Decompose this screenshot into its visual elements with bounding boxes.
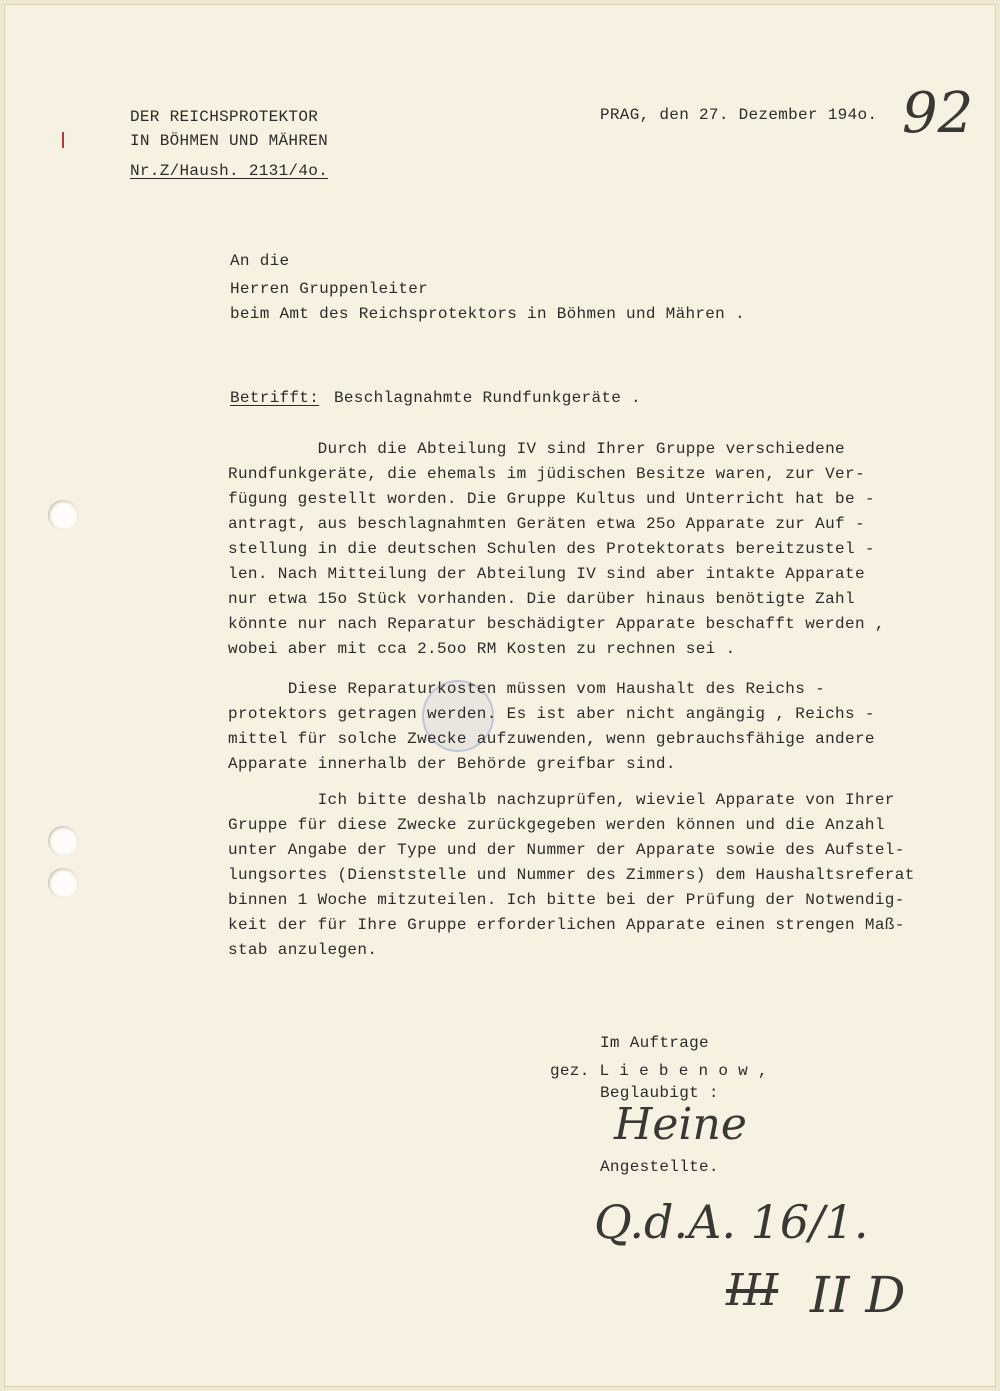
- closing-angestellte: Angestellte.: [600, 1158, 719, 1176]
- closing-im-auftrage: Im Auftrage: [600, 1034, 709, 1052]
- addressee-line-3: beim Amt des Reichsprotektors in Böhmen und Mähren .: [230, 305, 745, 323]
- punch-hole-2: [48, 826, 78, 856]
- body-line: stellung in die deutschen Schulen des Protektorats bereitzustel -: [228, 540, 875, 558]
- punch-hole-1: [48, 500, 78, 530]
- subject-label: Betrifft:: [230, 389, 320, 407]
- body-line: wobei aber mit cca 2.5oo RM Kosten zu rechnen sei .: [228, 640, 736, 658]
- body-line: lungsortes (Dienststelle und Nummer des Zimmers) dem Haushaltsreferat: [228, 866, 915, 884]
- addressee-line-2: Herren Gruppenleiter: [230, 280, 429, 298]
- pencil-note-department: II D: [810, 1266, 906, 1324]
- body-line: binnen 1 Woche mitzuteilen. Ich bitte bei der Prüfung der Notwendig-: [228, 891, 905, 909]
- body-line: Apparate innerhalb der Behörde greifbar sind.: [228, 755, 676, 773]
- body-line: keit der für Ihre Gruppe erforderlichen Apparate einen strengen Maß-: [228, 916, 905, 934]
- subject-text: Beschlagnahmte Rundfunkgeräte .: [334, 389, 641, 407]
- margin-mark: [62, 132, 64, 148]
- body-line: Durch die Abteilung IV sind Ihrer Gruppe verschiedene: [228, 440, 845, 458]
- authority-line-2: IN BÖHMEN UND MÄHREN: [130, 132, 329, 150]
- body-line: len. Nach Mitteilung der Abteilung IV sind aber intakte Apparate: [228, 565, 865, 583]
- body-line: protektors getragen werden. Es ist aber nicht angängig , Reichs -: [228, 705, 875, 723]
- pencil-note-struck: III: [726, 1265, 779, 1316]
- body-line: fügung gestellt worden. Die Gruppe Kultus und Unterricht hat be -: [228, 490, 875, 508]
- handwritten-signature: Heine: [614, 1099, 747, 1150]
- document-page: [4, 4, 996, 1387]
- addressee-line-1: An die: [230, 252, 290, 270]
- place-and-date: PRAG, den 27. Dezember 194o.: [600, 106, 878, 124]
- closing-gez-name: gez. L i e b e n o w ,: [550, 1062, 768, 1080]
- folio-number: 92: [902, 81, 974, 146]
- body-line: Diese Reparaturkosten müssen vom Haushalt des Reichs -: [228, 680, 826, 698]
- body-line: nur etwa 15o Stück vorhanden. Die darüber hinaus benötigte Zahl: [228, 590, 855, 608]
- authority-line-1: DER REICHSPROTEKTOR: [130, 108, 319, 126]
- body-line: stab anzulegen.: [228, 941, 378, 959]
- reference-number: Nr.Z/Haush. 2131/4o.: [130, 162, 329, 180]
- body-line: Gruppe für diese Zwecke zurückgegeben werden können und die Anzahl: [228, 816, 885, 834]
- body-line: mittel für solche Zwecke aufzuwenden, wenn gebrauchsfähige andere: [228, 730, 875, 748]
- pencil-note-filing: Q.d.A. 16/1.: [594, 1195, 869, 1249]
- body-line: Ich bitte deshalb nachzuprüfen, wieviel Apparate von Ihrer: [228, 791, 895, 809]
- punch-hole-3: [48, 868, 78, 898]
- body-line: könnte nur nach Reparatur beschädigter Apparate beschafft werden ,: [228, 615, 885, 633]
- body-line: antragt, aus beschlagnahmten Geräten etwa 25o Apparate zur Auf -: [228, 515, 865, 533]
- body-line: unter Angabe der Type und der Nummer der Apparate sowie des Aufstel-: [228, 841, 905, 859]
- closing-beglaubigt: Beglaubigt :: [600, 1084, 719, 1102]
- body-line: Rundfunkgeräte, die ehemals im jüdischen Besitze waren, zur Ver-: [228, 465, 865, 483]
